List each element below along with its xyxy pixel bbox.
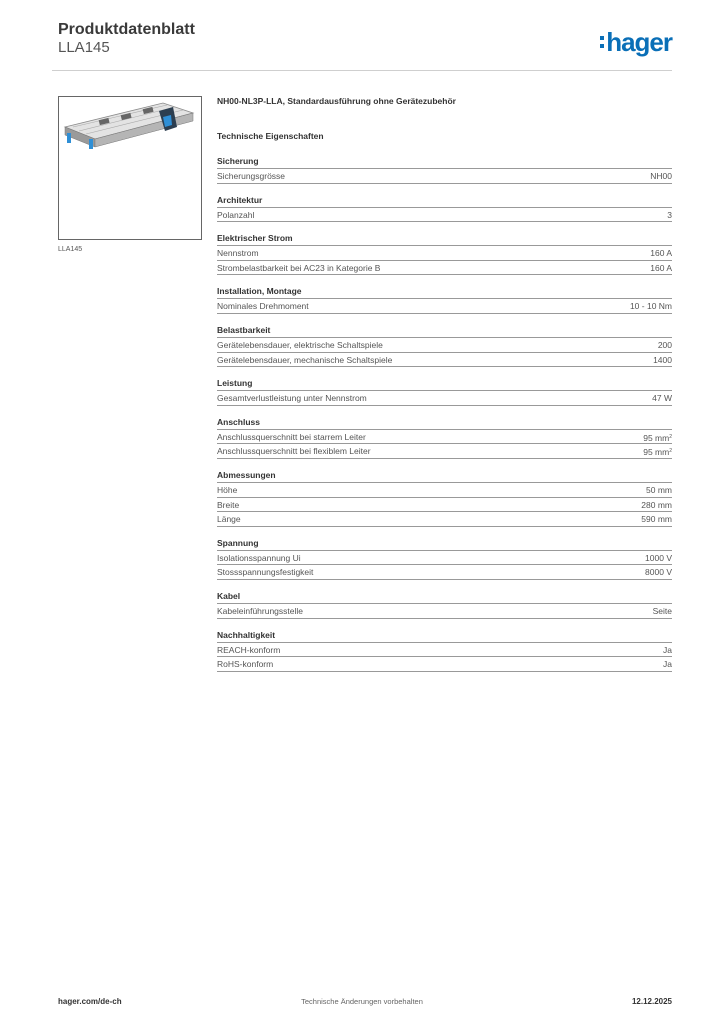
- section-title: Installation, Montage: [217, 285, 672, 299]
- spec-value: Ja: [663, 659, 672, 670]
- spec-value: 160 A: [650, 262, 672, 273]
- spec-section: [217, 416, 672, 459]
- spec-row: [217, 246, 672, 261]
- footer-disclaimer: Technische Änderungen vorbehalten: [301, 997, 423, 1006]
- product-image: [58, 96, 202, 240]
- spec-content: [217, 94, 672, 672]
- spec-row: [217, 338, 672, 353]
- spec-value: 47 W: [652, 393, 672, 404]
- section-title: Leistung: [217, 377, 672, 391]
- spec-label: Anschlussquerschnitt bei starrem Leiter: [217, 431, 366, 442]
- spec-label: Gesamtverlustleistung unter Nennstrom: [217, 393, 367, 404]
- spec-label: Nominales Drehmoment: [217, 301, 309, 312]
- spec-row: [217, 483, 672, 498]
- spec-label: Anschlussquerschnitt bei flexiblem Leiter: [217, 446, 371, 457]
- section-title: Spannung: [217, 537, 672, 551]
- section-title: Sicherung: [217, 155, 672, 169]
- spec-value: 8000 V: [645, 567, 672, 578]
- spec-value: 590 mm: [641, 514, 672, 525]
- spec-row: [217, 657, 672, 672]
- spec-label: Sicherungsgrösse: [217, 171, 286, 181]
- spec-label: Polanzahl: [217, 209, 255, 220]
- section-title: Anschluss: [217, 416, 672, 430]
- section-title: Nachhaltigkeit: [217, 629, 672, 643]
- image-caption: LLA145: [58, 246, 83, 253]
- spec-section: [217, 629, 672, 672]
- spec-label: Gerätelebensdauer, mechanische Schaltspiele: [217, 354, 393, 365]
- section-title: Belastbarkeit: [217, 324, 672, 338]
- spec-section: [217, 537, 672, 580]
- spec-value: 1000 V: [645, 552, 672, 563]
- spec-row: [217, 551, 672, 566]
- section-title: Kabel: [217, 590, 672, 604]
- section-title: Architektur: [217, 194, 672, 208]
- footer-date: 12.12.2025: [631, 997, 672, 1006]
- logo-dots-icon: [600, 34, 604, 50]
- spec-value: NH00: [650, 171, 672, 181]
- spec-row: [217, 444, 672, 459]
- spec-label: Isolationsspannung Ui: [217, 552, 301, 563]
- spec-value: 95 $mm^2$: [643, 447, 672, 458]
- spec-row: [217, 430, 672, 445]
- spec-section: [217, 469, 672, 527]
- hager-logo[interactable]: [600, 28, 672, 56]
- switch-disconnector-icon: [59, 97, 201, 239]
- spec-label: Gerätelebensdauer, elektrische Schaltspiele: [217, 339, 383, 350]
- logo-text: hager: [606, 27, 672, 57]
- spec-label: Nennstrom: [217, 248, 259, 259]
- spec-row: [217, 512, 672, 527]
- spec-value: Ja: [663, 644, 672, 655]
- spec-section: [217, 285, 672, 314]
- spec-section: [217, 155, 672, 184]
- spec-value: 200: [657, 339, 672, 350]
- spec-row: [217, 208, 672, 223]
- spec-label: Stossspannungsfestigkeit: [217, 567, 314, 578]
- spec-section: [217, 324, 672, 367]
- spec-row: [217, 261, 672, 276]
- product-description: NH00-NL3P-LLA, Standardausführung ohne Gerätezubehör: [217, 96, 456, 106]
- footer-website-link[interactable]: hager.com/de-ch: [58, 997, 122, 1006]
- spec-row: [217, 565, 672, 580]
- spec-row: [217, 498, 672, 513]
- spec-value: 10 - 10 Nm: [629, 301, 672, 312]
- spec-row: [217, 353, 672, 368]
- spec-label: Kabeleinführungsstelle: [217, 605, 304, 616]
- spec-row: [217, 299, 672, 314]
- technical-properties-heading: Technische Eigenschaften: [217, 131, 324, 141]
- header-divider: [52, 70, 672, 71]
- spec-value: 160 A: [650, 248, 672, 259]
- spec-label: Höhe: [217, 484, 238, 495]
- spec-value: Seite: [652, 605, 672, 616]
- spec-section: [217, 194, 672, 223]
- spec-label: Strombelastbarkeit bei AC23 in Kategorie B: [217, 262, 381, 273]
- spec-value: 50 mm: [646, 484, 672, 495]
- spec-row: [217, 391, 672, 406]
- page-title: Produktdatenblatt: [58, 21, 195, 38]
- spec-value: 95 $mm^2$: [643, 432, 672, 443]
- spec-section: [217, 232, 672, 275]
- spec-value: 3: [667, 209, 672, 220]
- spec-section: [217, 590, 672, 619]
- spec-section: [217, 377, 672, 406]
- spec-value: 280 mm: [641, 499, 672, 510]
- section-title: Elektrischer Strom: [217, 232, 672, 246]
- spec-row: [217, 604, 672, 619]
- product-code: LLA145: [58, 39, 110, 56]
- spec-label: REACH-konform: [217, 644, 281, 655]
- spec-label: Breite: [217, 499, 240, 510]
- section-title: Abmessungen: [217, 469, 672, 483]
- spec-label: RoHS-konform: [217, 659, 274, 670]
- spec-value: 1400: [653, 354, 672, 365]
- spec-row: [217, 169, 672, 184]
- spec-label: Länge: [217, 514, 241, 525]
- spec-row: [217, 643, 672, 658]
